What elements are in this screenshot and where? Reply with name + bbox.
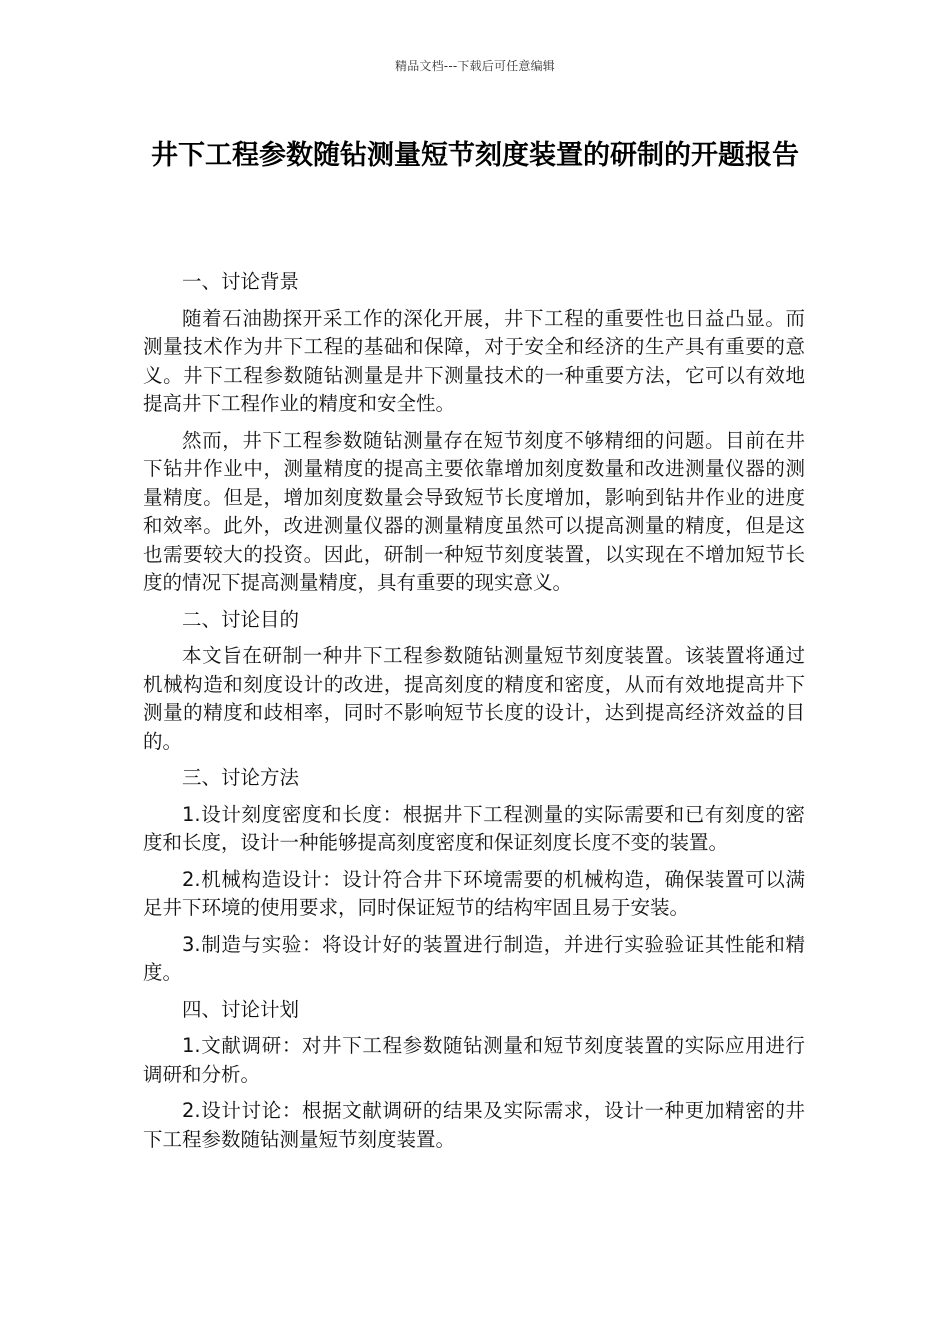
paragraph: 随着石油勘探开采工作的深化开展，井下工程的重要性也日益凸显。而测量技术作为井下工程的基础和保障，对于安全和经济的生产具有重要的意义。井下工程参数随钻测量是井下测量技术的一种重要方法，它可以有效地提高井下工程作业的精度和安全性。 [143, 306, 805, 415]
section-heading: 四、讨论计划 [182, 997, 300, 1021]
paragraph: 2.机械构造设计：设计符合井下环境需要的机械构造，确保装置可以满足井下环境的使用要求，同时保证短节的结构牢固且易于安装。 [143, 867, 805, 919]
paragraph: 本文旨在研制一种井下工程参数随钻测量短节刻度装置。该装置将通过机械构造和刻度设计的改进，提高刻度的精度和密度，从而有效地提高井下测量的精度和歧相率，同时不影响短节长度的设计，达到提高经济效益的目的。 [143, 644, 805, 753]
section-plan [143, 996, 805, 1155]
section-heading: 一、讨论背景 [182, 270, 300, 293]
paragraph: 1.文献调研：对井下工程参数随钻测量和短节刻度装置的实际应用进行调研和分析。 [143, 1034, 805, 1086]
paragraph: 然而，井下工程参数随钻测量存在短节刻度不够精细的问题。目前在井下钻井作业中，测量精度的提高主要依靠增加刻度数量和改进测量仪器的测量精度。但是，增加刻度数量会导致短节长度增加，影响到钻井作业的进度和效率。此外，改进测量仪器的测量精度虽然可以提高测量的精度，但是这也需要较大的投资。因此，研制一种短节刻度装置，以实现在不增加短节长度的情况下提高测量精度，具有重要的现实意义。 [143, 428, 805, 594]
header-note: 精品文档---下载后可任意编辑 [395, 59, 555, 73]
document-title: 井下工程参数随钻测量短节刻度装置的研制的开题报告 [151, 140, 799, 171]
section-methods [143, 764, 805, 988]
section-purpose [143, 606, 805, 757]
section-heading: 三、讨论方法 [182, 766, 300, 789]
document-body [143, 268, 805, 1162]
paragraph: 3.制造与实验：将设计好的装置进行制造，并进行实验验证其性能和精度。 [143, 932, 805, 984]
paragraph: 2.设计讨论：根据文献调研的结果及实际需求，设计一种更加精密的井下工程参数随钻测量短节刻度装置。 [143, 1099, 805, 1151]
paragraph: 1.设计刻度密度和长度：根据井下工程测量的实际需要和已有刻度的密度和长度，设计一种能够提高刻度密度和保证刻度长度不变的装置。 [143, 802, 805, 854]
section-heading: 二、讨论目的 [182, 607, 300, 631]
section-background [143, 268, 805, 598]
